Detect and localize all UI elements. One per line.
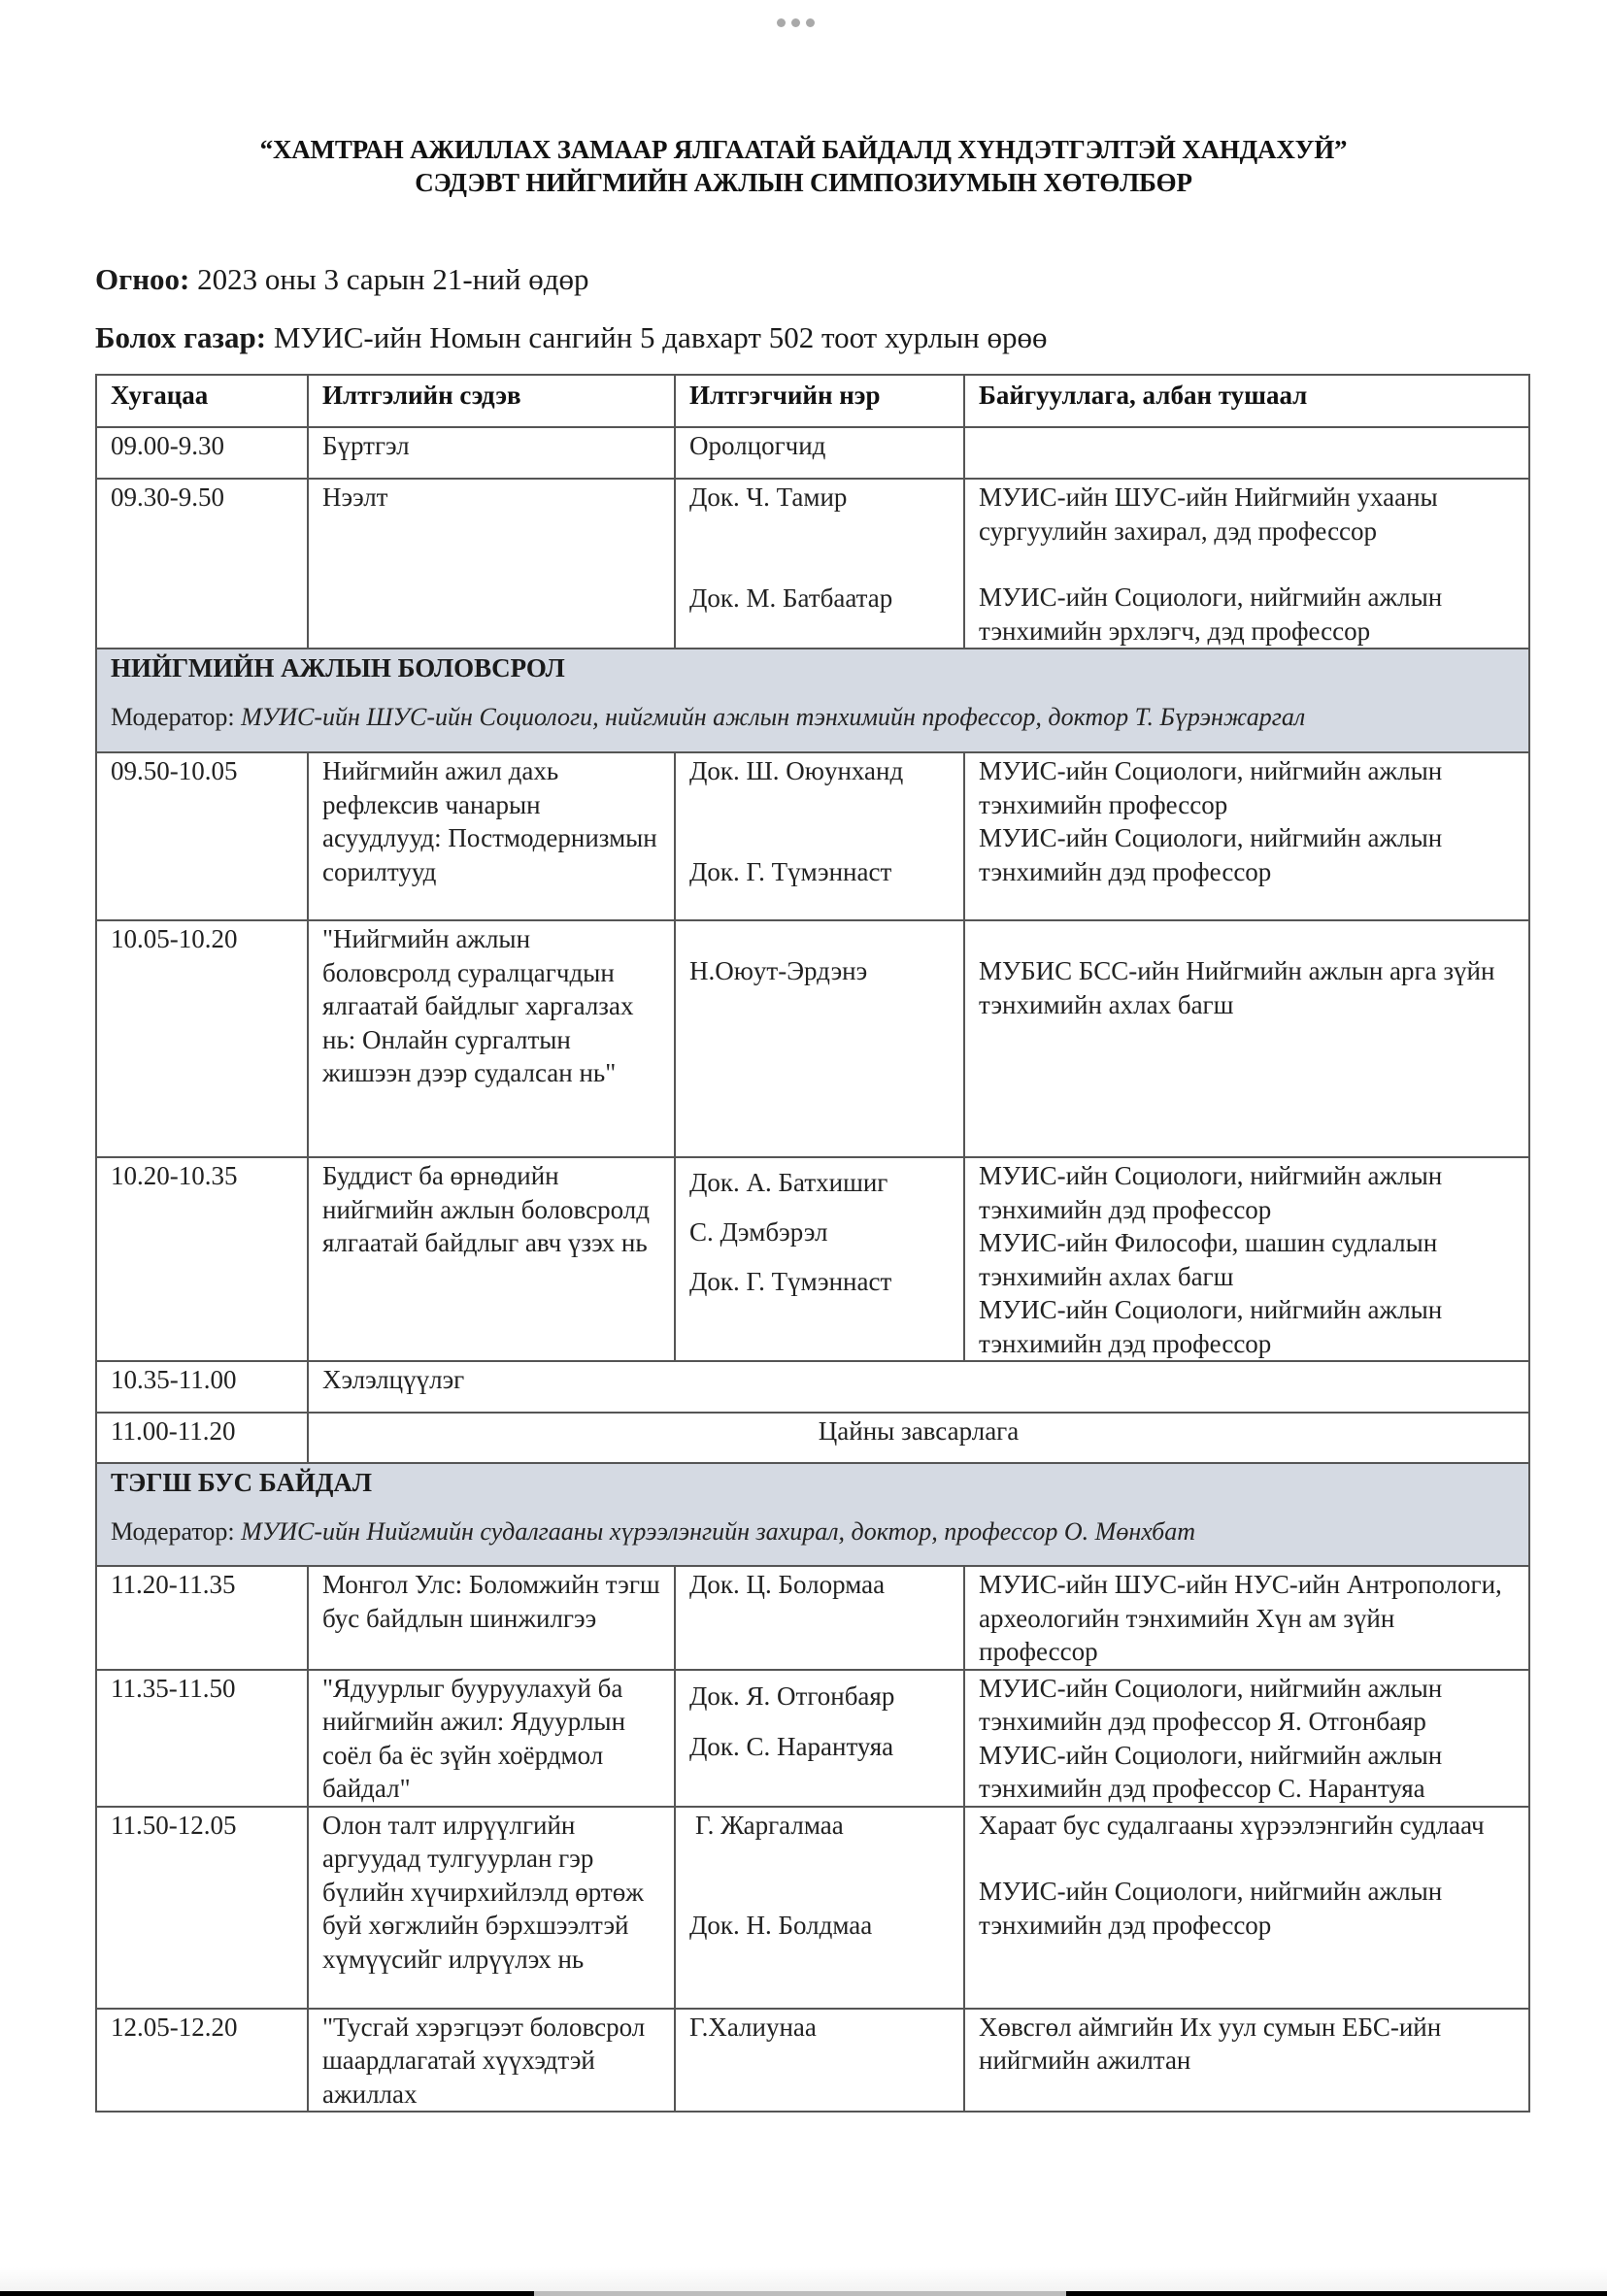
cell-organization — [964, 1807, 1529, 2009]
organization-text: МУИС-ийн ШУС-ийн НУС-ийн Антропологи, археологийн тэнхимийн Хүн ам зүйн профессор — [979, 1570, 1502, 1666]
cell-time: 10.35-11.00 — [96, 1361, 308, 1413]
table-row — [96, 2009, 1529, 2113]
speaker-name: Док. С. Нарантуяа — [689, 1731, 894, 1761]
title-line-2: СЭДЭВТ НИЙГМИЙН АЖЛЫН СИМПОЗИУМЫН ХӨТӨЛБӨР — [415, 168, 1192, 197]
speaker-name: Док. Ш. Оюунханд — [689, 756, 904, 785]
organization-text: МУИС-ийн Социологи, нийгмийн ажлын тэнхимийн дэд профессор С. Нарантуяа — [979, 1740, 1443, 1803]
cell-topic: Нийгмийн ажил дахь рефлексив чанарын асуудлууд: Постмодернизмын сорилтууд — [308, 752, 675, 920]
section-title: ТЭГШ БУС БАЙДАЛ — [111, 1468, 373, 1497]
cell-speaker — [675, 1670, 964, 1807]
dot — [777, 18, 786, 27]
section-row — [96, 1463, 1529, 1566]
table-row — [96, 1361, 1529, 1413]
moderator-label: Модератор: — [111, 1517, 242, 1546]
cell-time: 09.50-10.05 — [96, 752, 308, 920]
place-label: Болох газар: — [95, 320, 267, 354]
organization-text: МУБИС БСС-ийн Нийгмийн ажлын арга зүйн тэнхимийн ахлах багш — [979, 956, 1495, 1019]
section-moderator — [111, 1516, 1515, 1547]
date-value: 2023 оны 3 сарын 21-ний өдөр — [189, 262, 589, 296]
section-row — [96, 649, 1529, 752]
organization-text: Хөвсгөл аймгийн Их уул сумын ЕБС-ийн нийгмийн ажилтан — [979, 2012, 1442, 2075]
organization-text: МУИС-ийн ШУС-ийн Нийгмийн ухааны сургуулийн захирал, дэд профессор — [979, 482, 1438, 546]
cell-organization — [964, 1566, 1529, 1670]
cell-topic: "Нийгмийн ажлын боловсролд суралцагчдын ялгаатай байдлыг харгалзах нь: Онлайн сургалтын жишээн дээр судалсан нь" — [308, 920, 675, 1157]
organization-text: МУИС-ийн Философи, шашин судлалын тэнхимийн ахлах багш — [979, 1228, 1438, 1291]
header-topic: Илтгэлийн сэдэв — [308, 375, 675, 427]
cell-speaker: Оролцогчид — [675, 427, 964, 479]
organization-text: МУИС-ийн Социологи, нийгмийн ажлын тэнхимийн эрхлэгч, дэд профессор — [979, 582, 1443, 646]
cell-organization — [964, 427, 1529, 479]
moderator-name: МУИС-ийн Нийгмийн судалгааны хүрээлэнгийн захирал, доктор, профессор О. Мөнхбат — [241, 1517, 1195, 1546]
table-row — [96, 1413, 1529, 1463]
moderator-name: МУИС-ийн ШУС-ийн Социологи, нийгмийн ажлын тэнхимийн профессор, доктор Т. Бүрэнжаргал — [241, 703, 1306, 731]
cell-topic: "Ядуурлыг бууруулахуй ба нийгмийн ажил: Ядуурлын соёл ба ёс зүйн хоёрдмол байдал" — [308, 1670, 675, 1807]
cell-topic: Олон талт илрүүлгийн аргуудад тулгуурлан гэр бүлийн хүчирхийлэлд өртөж буй хөгжлийн бэрхшээлтэй хүмүүсийг илрүүлэх нь — [308, 1807, 675, 2009]
moderator-label: Модератор: — [111, 703, 242, 731]
table-row — [96, 1157, 1529, 1361]
section-cell — [96, 1463, 1529, 1566]
place-value: МУИС-ийн Номын сангийн 5 давхарт 502 тоот хурлын өрөө — [266, 320, 1048, 354]
more-options-icon[interactable] — [777, 18, 815, 27]
table-header-row — [96, 375, 1529, 427]
organization-text: МУИС-ийн Социологи, нийгмийн ажлын тэнхимийн дэд профессор — [979, 1295, 1443, 1358]
cell-organization — [964, 2009, 1529, 2113]
speaker-name: Док. А. Батхишиг — [689, 1168, 888, 1197]
organization-text: МУИС-ийн Социологи, нийгмийн ажлын тэнхимийн дэд профессор Я. Отгонбаяр — [979, 1673, 1443, 1736]
table-row — [96, 1566, 1529, 1670]
event-place — [95, 320, 1048, 355]
cell-organization — [964, 479, 1529, 649]
document-title — [0, 133, 1607, 199]
cell-time: 11.35-11.50 — [96, 1670, 308, 1807]
cell-time: 11.20-11.35 — [96, 1566, 308, 1670]
cell-time: 10.20-10.35 — [96, 1157, 308, 1361]
header-organization: Байгууллага, албан тушаал — [964, 375, 1529, 427]
table-row — [96, 1670, 1529, 1807]
cell-topic: Буддист ба өрнөдийн нийгмийн ажлын боловсролд ялгаатай байдлыг авч үзэх нь — [308, 1157, 675, 1361]
speaker-name: Док. Н. Болдмаа — [689, 1911, 873, 1940]
header-time: Хугацаа — [96, 375, 308, 427]
cell-topic: Нээлт — [308, 479, 675, 649]
cell-time: 12.05-12.20 — [96, 2009, 308, 2113]
program-table — [95, 374, 1530, 2113]
table-row — [96, 920, 1529, 1157]
dot — [791, 18, 800, 27]
scroll-indicator[interactable] — [534, 2291, 1066, 2296]
organization-text: МУИС-ийн Социологи, нийгмийн ажлын тэнхимийн дэд профессор — [979, 1161, 1443, 1224]
table-row — [96, 427, 1529, 479]
cell-break: Цайны завсарлага — [308, 1413, 1529, 1463]
speaker-name: Г.Халиунаа — [689, 2012, 817, 2042]
header-speaker: Илтгэгчийн нэр — [675, 375, 964, 427]
section-title: НИЙГМИЙН АЖЛЫН БОЛОВСРОЛ — [111, 653, 565, 682]
cell-speaker — [675, 1566, 964, 1670]
cell-time: 11.00-11.20 — [96, 1413, 308, 1463]
cell-time: 09.00-9.30 — [96, 427, 308, 479]
table-row — [96, 752, 1529, 920]
cell-topic: Монгол Улс: Боломжийн тэгш бус байдлын шинжилгээ — [308, 1566, 675, 1670]
cell-topic: Бүртгэл — [308, 427, 675, 479]
section-cell — [96, 649, 1529, 752]
speaker-name: Док. Ц. Болормаа — [689, 1570, 886, 1599]
speaker-name: Док. Г. Түмэннаст — [689, 856, 892, 886]
speaker-name: С. Дэмбэрэл — [689, 1217, 828, 1247]
speaker-name: Док. Г. Түмэннаст — [689, 1267, 892, 1296]
table-row — [96, 1807, 1529, 2009]
cell-speaker — [675, 2009, 964, 2113]
cell-organization — [964, 1157, 1529, 1361]
speaker-name: Док. Ч. Тамир — [689, 482, 848, 512]
speaker-name: Н.Оюут-Эрдэнэ — [689, 956, 868, 985]
date-label: Огноо: — [95, 262, 190, 296]
cell-time: 11.50-12.05 — [96, 1807, 308, 2009]
cell-speaker — [675, 752, 964, 920]
cell-organization — [964, 1670, 1529, 1807]
cell-time: 09.30-9.50 — [96, 479, 308, 649]
cell-speaker — [675, 1807, 964, 2009]
cell-speaker — [675, 920, 964, 1157]
event-date — [95, 262, 588, 297]
table-row — [96, 479, 1529, 649]
speaker-name: Док. М. Батбаатар — [689, 582, 893, 613]
speaker-name: Г. Жаргалмаа — [695, 1810, 844, 1840]
cell-speaker — [675, 479, 964, 649]
cell-organization — [964, 920, 1529, 1157]
cell-organization — [964, 752, 1529, 920]
section-moderator — [111, 702, 1515, 733]
title-line-1: “ХАМТРАН АЖИЛЛАХ ЗАМААР ЯЛГААТАЙ БАЙДАЛД ХҮНДЭТГЭЛТЭЙ ХАНДАХУЙ” — [259, 135, 1348, 164]
speaker-name: Док. Я. Отгонбаяр — [689, 1680, 895, 1711]
organization-text: МУИС-ийн Социологи, нийгмийн ажлын тэнхимийн профессор — [979, 756, 1443, 819]
cell-time: 10.05-10.20 — [96, 920, 308, 1157]
cell-topic: Хэлэлцүүлэг — [308, 1361, 1529, 1413]
cell-speaker — [675, 1157, 964, 1361]
organization-text: МУИС-ийн Социологи, нийгмийн ажлын тэнхимийн дэд профессор — [979, 1877, 1443, 1940]
organization-text: МУИС-ийн Социологи, нийгмийн ажлын тэнхимийн дэд профессор — [979, 823, 1443, 886]
organization-text: Хараат бус судалгааны хүрээлэнгийн судлаач — [979, 1810, 1485, 1840]
cell-topic: "Тусгай хэрэгцээт боловсрол шаардлагатай хүүхэдтэй ажиллах — [308, 2009, 675, 2113]
dot — [806, 18, 815, 27]
bottom-fade — [0, 2267, 1607, 2291]
